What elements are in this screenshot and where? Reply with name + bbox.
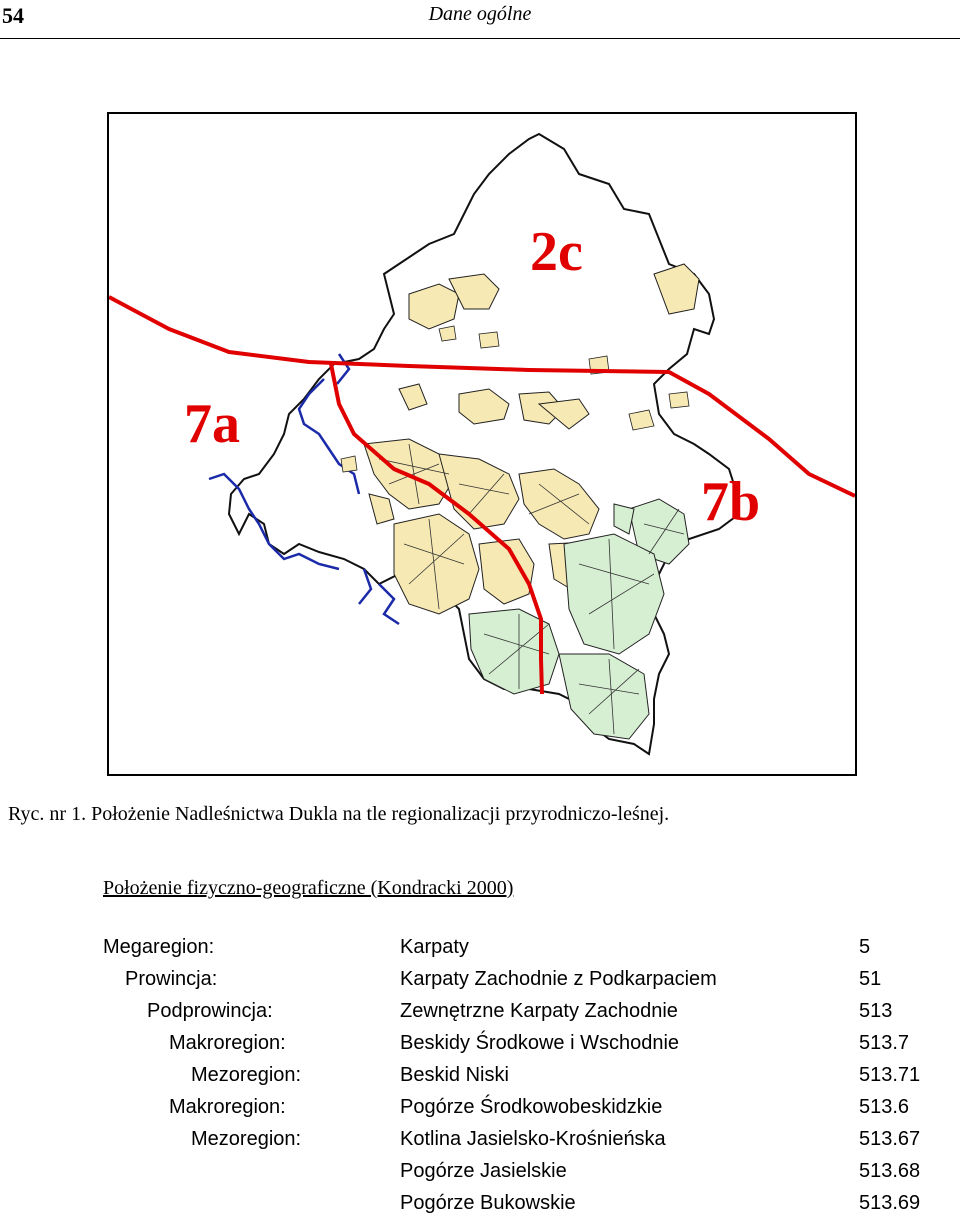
region-level: Megaregion:	[103, 936, 215, 958]
regionalization-row	[0, 1160, 960, 1192]
region-name: Beskid Niski	[400, 1064, 509, 1086]
region-label-7a: 7a	[184, 393, 240, 455]
regionalization-row	[0, 1128, 960, 1160]
region-name: Pogórze Bukowskie	[400, 1192, 576, 1214]
region-code: 5	[859, 936, 871, 958]
regionalization-row	[0, 1096, 960, 1128]
region-code: 513.69	[859, 1192, 921, 1214]
region-code: 51	[859, 968, 882, 990]
region-level: Mezoregion:	[191, 1064, 302, 1086]
region-name: Karpaty Zachodnie z Podkarpaciem	[400, 968, 717, 990]
region-code: 513.68	[859, 1160, 921, 1182]
regionalization-table	[0, 936, 960, 1224]
region-name: Beskidy Środkowe i Wschodnie	[400, 1032, 680, 1054]
region-name: Karpaty	[400, 936, 469, 958]
regionalization-row	[0, 1192, 960, 1224]
region-code: 513.67	[859, 1128, 921, 1150]
region-level: Makroregion:	[169, 1096, 286, 1118]
region-level: Prowincja:	[125, 968, 218, 990]
regionalization-row	[0, 1000, 960, 1032]
regionalization-row	[0, 1064, 960, 1096]
page-number: 54	[2, 3, 24, 28]
section-title: Położenie fizyczno-geograficzne (Kondracki 2000)	[103, 877, 514, 899]
region-label-2c: 2c	[530, 221, 583, 283]
region-code: 513.71	[859, 1064, 921, 1086]
regionalization-map	[107, 112, 857, 776]
region-name: Kotlina Jasielsko-Krośnieńska	[400, 1128, 666, 1150]
region-label-7b: 7b	[701, 471, 761, 533]
region-level: Podprowincja:	[147, 1000, 273, 1022]
region-level: Mezoregion:	[191, 1128, 302, 1150]
region-name: Zewnętrzne Karpaty Zachodnie	[400, 1000, 678, 1022]
region-level: Makroregion:	[169, 1032, 286, 1054]
regionalization-row	[0, 968, 960, 1000]
region-code: 513	[859, 1000, 893, 1022]
region-name: Pogórze Środkowobeskidzkie	[400, 1096, 663, 1118]
running-head: Dane ogólne	[428, 3, 532, 25]
page-header	[0, 0, 960, 39]
regionalization-row	[0, 1032, 960, 1064]
region-code: 513.6	[859, 1096, 910, 1118]
blue-outline-3	[379, 584, 399, 624]
region-code: 513.7	[859, 1032, 910, 1054]
regionalization-row	[0, 936, 960, 968]
region-name: Pogórze Jasielskie	[400, 1160, 567, 1182]
figure-caption: Ryc. nr 1. Położenie Nadleśnictwa Dukla na tle regionalizacji przyrodniczo-leśnej.	[8, 803, 670, 825]
